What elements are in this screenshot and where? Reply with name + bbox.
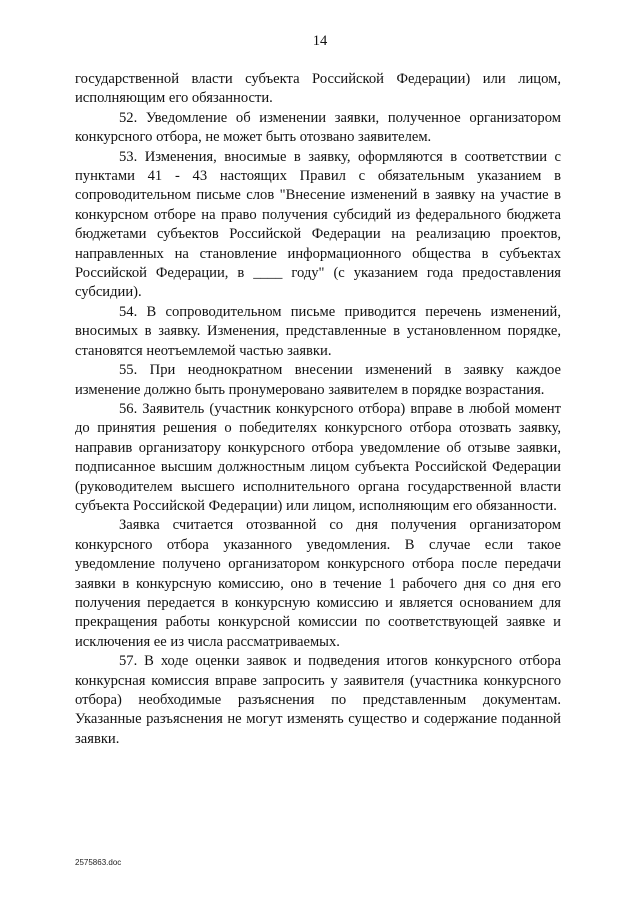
- footer-file-reference: 2575863.doc: [75, 858, 122, 867]
- paragraph-55: 55. При неоднократном внесении изменений в заявку каждое изменение должно быть пронумеровано заявителем в порядке возрастания.: [75, 362, 561, 398]
- paragraph-54: 54. В сопроводительном письме приводится перечень изменений, вносимых в заявку. Изменения, представленные в установленном порядке, становятся неотъемлемой частью заявки.: [75, 303, 561, 359]
- page-number: 14: [312, 33, 328, 49]
- paragraph-56: 56. Заявитель (участник конкурсного отбора) вправе в любой момент до принятия решения о победителях конкурсного отбора отозвать заявку, направив организатору конкурсного отбора уведомление об отзыве заявки, подписанное высшим должностным лицом субъекта Российской Федерации (руководителем высшего исполнительного органа государственной власти субъекта Российской Федерации) или лицом, исполняющим его обязанности.: [75, 400, 561, 514]
- paragraph-56-continued: Заявка считается отозванной со дня получения организатором конкурсного отбора указанного уведомления. В случае если такое уведомление получено организатором конкурсного отбора после передачи заявки в конкурсную комиссию, оно в течение 1 рабочего дня со дня его получения передается в конкурсную комиссию и является основанием для прекращения работы конкурсной комиссии по соответствующей заявке и исключения ее из числа рассматриваемых.: [75, 517, 561, 650]
- paragraph-53: 53. Изменения, вносимые в заявку, оформляются в соответствии с пунктами 41 - 43 настоящих Правил с обязательным указанием в сопроводительном письме слов "Внесение изменений в заявку на участие в конкурсном отборе на право получения субсидий из федерального бюджета бюджетами субъектов Российской Федерации на реализацию проектов, направленных на становление информационного общества в субъектах Российской Федерации, в ____ году" (с указанием года предоставления субсидии).: [75, 148, 561, 301]
- paragraph-52: 52. Уведомление об изменении заявки, полученное организатором конкурсного отбора, не может быть отозвано заявителем.: [75, 109, 561, 146]
- paragraph-57: 57. В ходе оценки заявок и подведения итогов конкурсного отбора конкурсная комиссия вправе запросить у заявителя (участника конкурсного отбора) необходимые разъяснения по представленным документам. Указанные разъяснения не могут изменять существо и содержание поданной заявки.: [75, 653, 561, 747]
- document-body: [75, 70, 561, 749]
- paragraph-continuation: государственной власти субъекта Российской Федерации) или лицом, исполняющим его обязанности.: [75, 71, 561, 107]
